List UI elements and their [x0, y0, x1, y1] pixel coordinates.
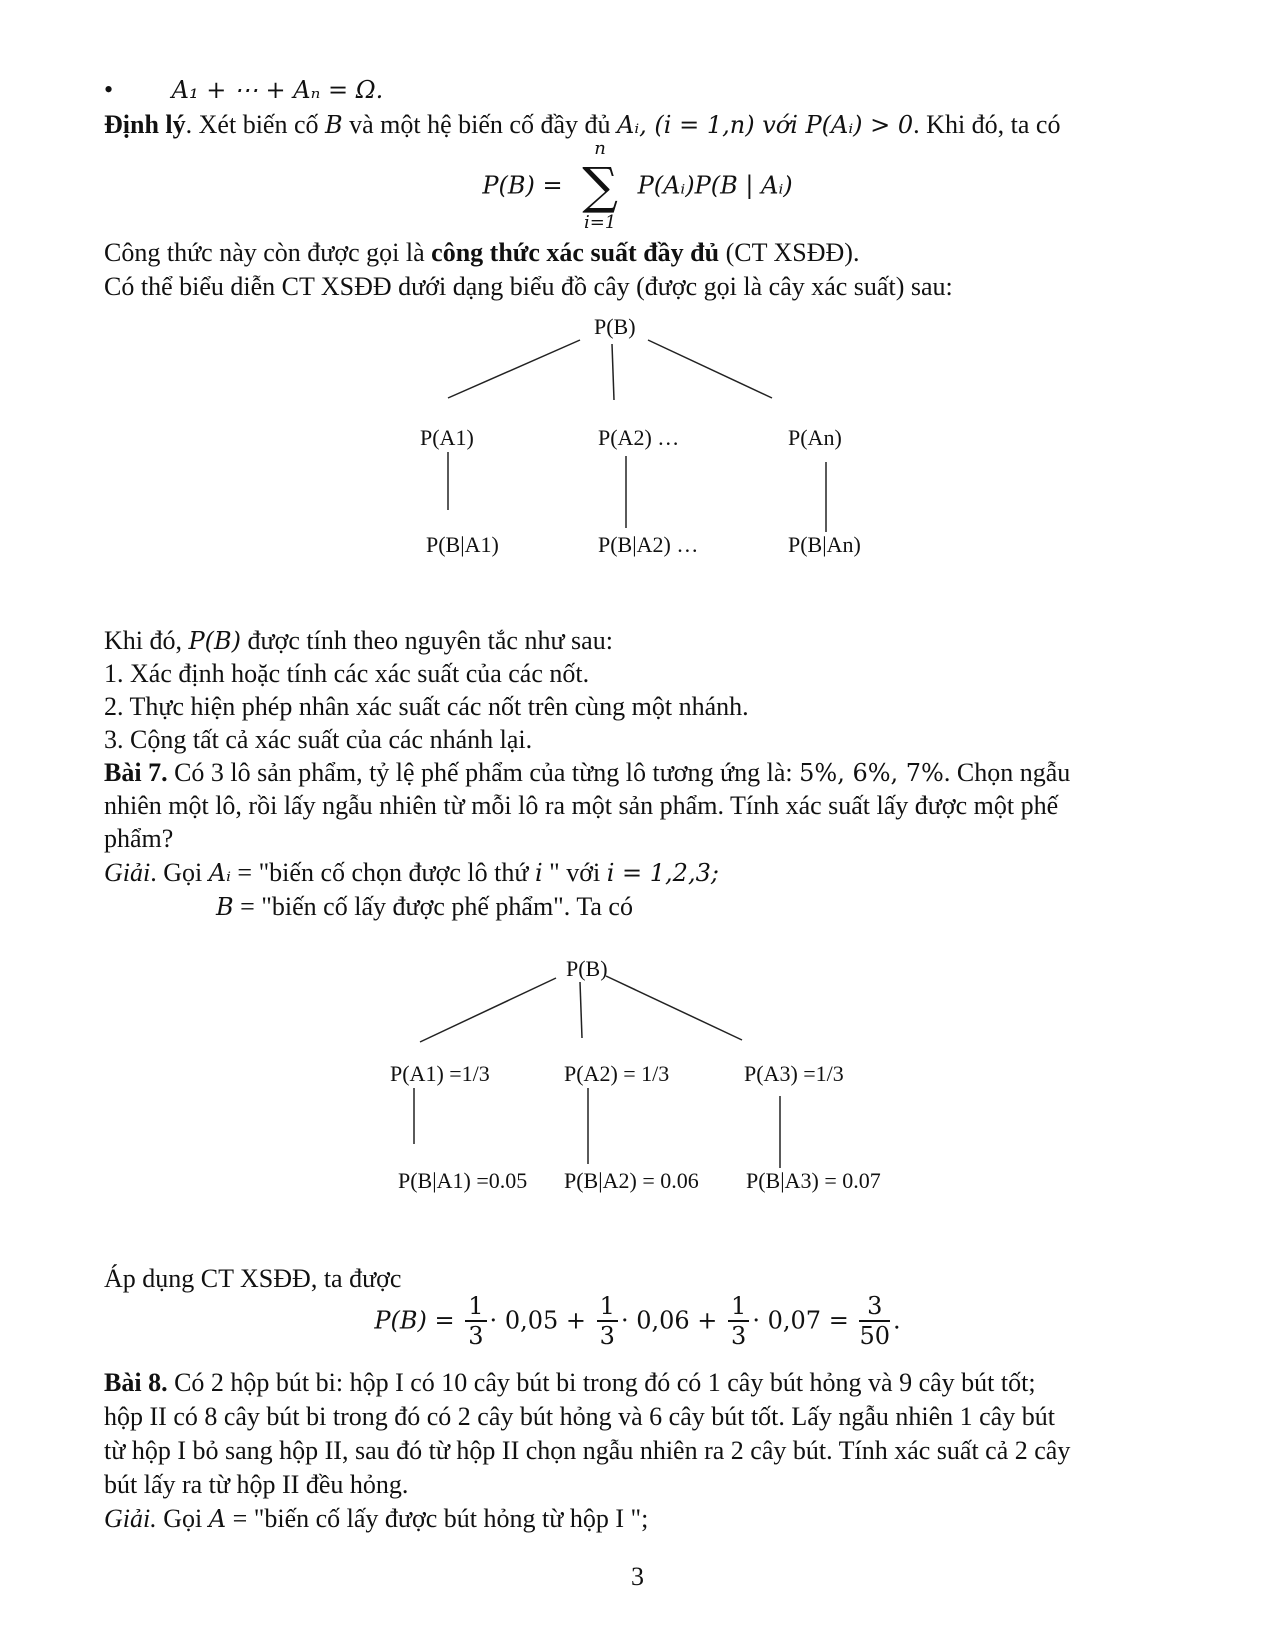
para-1-text-1: Công thức này còn được gọi là [104, 238, 432, 267]
rules-intro-1: Khi đó, [104, 626, 189, 655]
formula-rhs: P(Aᵢ)P(B | Aᵢ) [637, 171, 793, 200]
probability-tree-1 [0, 300, 1275, 580]
theorem-condition: Aᵢ, (i = 1,n) với P(Aᵢ) > 0 [617, 111, 914, 139]
theorem-label: Định lý [104, 110, 186, 139]
bai8-solution-line-1 [104, 1502, 648, 1536]
tree-1-node-an: P(An) [788, 425, 842, 450]
bai8-sol-1: Gọi [156, 1504, 209, 1533]
paragraph-1 [104, 236, 859, 269]
bai8-line-3: từ hộp I bỏ sang hộp II, sau đó từ hộp II chọn ngẫu nhiên ra 2 cây bút. Tính xác suất cả 2 cây [104, 1436, 1071, 1465]
fraction-3: $\frac{1}{3}$ [728, 1292, 749, 1350]
bai7-sol-ai: Aᵢ [208, 859, 231, 887]
formula-lhs: P(B) = [482, 171, 563, 200]
bai7-solution-line-1 [104, 856, 719, 890]
bai8-line-1 [104, 1366, 1036, 1399]
apply-formula: P(B) = $\frac{1}{3}$ · 0,05 + $\frac{1}{3}$ · 0,06 + $\frac{1}{3}$ · 0,07 = $\frac{3}{50}$ . [374, 1292, 901, 1350]
para-1-bold: công thức xác suất đầy đủ [431, 238, 720, 267]
fraction-2: $\frac{1}{3}$ [597, 1292, 618, 1350]
tree-1-node-a2: P(A2) … [598, 425, 680, 450]
para-1-text-2: (CT XSĐĐ). [719, 238, 860, 267]
apply-lhs: P(B) = [374, 1306, 455, 1335]
bai7-line-2: nhiên một lô, rồi lấy ngẫu nhiên từ mỗi lô ra một sản phẩm. Tính xác suất lấy được một phế [104, 791, 1059, 820]
tree-2-node-a2: P(A2) = 1/3 [564, 1061, 670, 1086]
bullet-math: A₁ + ⋯ + Aₙ = Ω. [171, 76, 384, 104]
bai7-text-1-end: . Chọn ngẫu [943, 758, 1071, 787]
sum-upper: n [594, 138, 606, 159]
tree-1-node-b-an: P(B|An) [788, 532, 861, 557]
sigma-icon: ∑ [582, 157, 618, 215]
tree-1-node-b-a2: P(B|A2) … [598, 532, 699, 557]
tree-1-root: P(B) [594, 314, 636, 339]
bai7-sol-1b: = "biến cố chọn được lô thứ [230, 858, 535, 887]
rule-item-3: 3. Cộng tất cả xác suất của các nhánh lại. [104, 725, 533, 754]
theorem-text-2: và một hệ biến cố đầy đủ [342, 110, 618, 139]
theorem-line [104, 108, 1060, 142]
term-3: 0,07 [767, 1306, 822, 1335]
tree-2-node-a1: P(A1) =1/3 [390, 1061, 490, 1086]
tree-2-node-a3: P(A3) =1/3 [744, 1061, 844, 1086]
bai8-text-1: Có 2 hộp bút bi: hộp I có 10 cây bút bi trong đó có 1 cây bút hỏng và 9 cây bút tốt; [167, 1368, 1036, 1397]
bai8-solution-label: Giải. [104, 1504, 157, 1533]
tree-2-node-b-a3: P(B|A3) = 0.07 [746, 1168, 881, 1193]
bai7-label: Bài 7. [104, 758, 168, 787]
tree-2-root: P(B) [566, 956, 608, 981]
bai7-line-3: phẩm? [104, 824, 174, 853]
page-number: 3 [631, 1562, 644, 1591]
bai7-rates: 5%, 6%, 7% [799, 759, 944, 787]
sum-symbol [582, 138, 618, 234]
total-probability-formula [0, 138, 1275, 234]
bai7-line-1 [104, 756, 1070, 790]
theorem-text-3: . Khi đó, ta có [913, 110, 1061, 139]
tree-2-node-b-a2: P(B|A2) = 0.06 [564, 1168, 699, 1193]
rules-intro-math: P(B) [188, 627, 242, 655]
term-1: 0,05 [504, 1306, 559, 1335]
bai8-line-2: hộp II có 8 cây bút bi trong đó có 2 cây bút hỏng và 6 cây bút tốt. Lấy ngẫu nhiên 1 cây bút [104, 1402, 1055, 1431]
bai7-solution-label: Giải [104, 858, 151, 887]
bai7-sol-1c: " với [542, 858, 607, 887]
bai7-solution-line-2 [216, 890, 633, 924]
tree-1-node-a1: P(A1) [420, 425, 474, 450]
rules-intro-2: được tính theo nguyên tắc như sau: [241, 626, 613, 655]
result-fraction: $\frac{3}{50}$ [859, 1292, 890, 1350]
rule-item-1: 1. Xác định hoặc tính các xác suất của các nốt. [104, 659, 590, 688]
tree-2-node-b-a1: P(B|A1) =0.05 [398, 1168, 528, 1193]
tree-1-node-b-a1: P(B|A1) [426, 532, 499, 557]
bai8-sol-a: A [208, 1505, 227, 1533]
rule-item-2: 2. Thực hiện phép nhân xác suất các nốt trên cùng một nhánh. [104, 692, 749, 721]
term-2: 0,06 [636, 1306, 690, 1335]
theorem-text-1: . Xét biến cố [185, 110, 325, 139]
apply-text: Áp dụng CT XSĐĐ, ta được [104, 1264, 402, 1293]
bai7-sol-2: = "biến cố lấy được phế phẩm". Ta có [233, 892, 633, 921]
sum-lower: i=1 [583, 212, 617, 233]
fraction-1: $\frac{1}{3}$ [465, 1292, 486, 1350]
bullet: • [104, 75, 114, 104]
bai7-text-1: Có 3 lô sản phẩm, tỷ lệ phế phẩm của từng lô tương ứng là: [167, 758, 800, 787]
bullet-line [104, 73, 383, 107]
bai7-sol-b: B [216, 893, 234, 921]
bai7-sol-cond: i = 1,2,3; [606, 859, 719, 887]
paragraph-2: Có thể biểu diễn CT XSĐĐ dưới dạng biểu đồ cây (được gọi là cây xác suất) sau: [104, 272, 953, 301]
theorem-var-b: B [325, 111, 343, 139]
rules-intro [104, 624, 613, 658]
bai7-sol-i: i [534, 859, 543, 887]
bai8-line-4: bút lấy ra từ hộp II đều hỏng. [104, 1470, 409, 1499]
probability-tree-2 [0, 946, 1275, 1216]
bai8-sol-1b: = "biến cố lấy được bút hỏng từ hộp I "; [226, 1504, 649, 1533]
bai7-sol-1: . Gọi [150, 858, 209, 887]
bai8-label: Bài 8. [104, 1368, 168, 1397]
